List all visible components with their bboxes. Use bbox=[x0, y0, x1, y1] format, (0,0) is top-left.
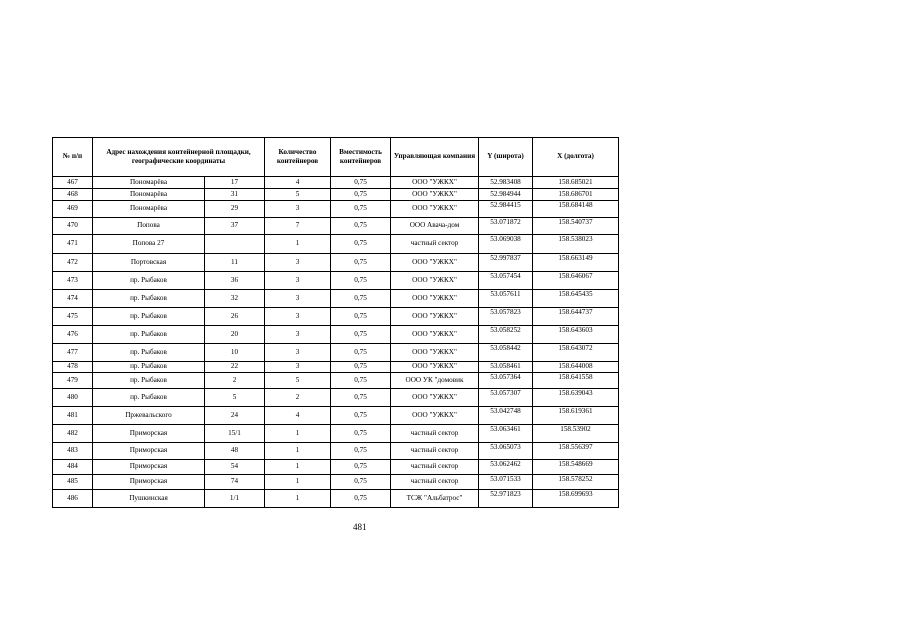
cell-lat: 53.058252 bbox=[479, 326, 533, 344]
cell-num: 468 bbox=[53, 189, 93, 201]
cell-street: Портовская bbox=[93, 254, 205, 272]
cell-lon: 158.641558 bbox=[533, 373, 619, 389]
cell-company: ООО Авача-дом bbox=[391, 218, 479, 235]
cell-num: 476 bbox=[53, 326, 93, 344]
cell-street: пр. Рыбаков bbox=[93, 362, 205, 373]
cell-count: 1 bbox=[265, 425, 331, 443]
cell-capacity: 0,75 bbox=[331, 389, 391, 407]
cell-lat: 53.065073 bbox=[479, 443, 533, 460]
table-body bbox=[53, 177, 619, 508]
cell-capacity: 0,75 bbox=[331, 272, 391, 290]
cell-num: 467 bbox=[53, 177, 93, 189]
cell-lon: 158.548669 bbox=[533, 460, 619, 475]
cell-lon: 158.646067 bbox=[533, 272, 619, 290]
cell-lat: 53.069038 bbox=[479, 235, 533, 254]
cell-street: Приморская bbox=[93, 475, 205, 490]
cell-count: 4 bbox=[265, 177, 331, 189]
cell-company: частный сектор bbox=[391, 235, 479, 254]
table-row bbox=[53, 362, 619, 373]
cell-lat: 53.058461 bbox=[479, 362, 533, 373]
cell-company: ТСЖ "Альбатрос" bbox=[391, 490, 479, 508]
cell-company: ООО "УЖКХ" bbox=[391, 189, 479, 201]
cell-lat: 53.057307 bbox=[479, 389, 533, 407]
cell-lon: 158.699693 bbox=[533, 490, 619, 508]
header-num: № п/п bbox=[53, 138, 93, 177]
cell-house: 54 bbox=[205, 460, 265, 475]
table-row bbox=[53, 389, 619, 407]
cell-company: ООО "УЖКХ" bbox=[391, 201, 479, 218]
cell-street: Попова bbox=[93, 218, 205, 235]
cell-house: 48 bbox=[205, 443, 265, 460]
cell-street: пр. Рыбаков bbox=[93, 373, 205, 389]
table-row bbox=[53, 490, 619, 508]
cell-count: 1 bbox=[265, 490, 331, 508]
table-row bbox=[53, 407, 619, 425]
cell-lon: 158.644008 bbox=[533, 362, 619, 373]
cell-capacity: 0,75 bbox=[331, 189, 391, 201]
cell-company: ООО "УЖКХ" bbox=[391, 326, 479, 344]
table-row bbox=[53, 177, 619, 189]
cell-company: ООО "УЖКХ" bbox=[391, 344, 479, 362]
cell-house: 20 bbox=[205, 326, 265, 344]
cell-house: 15/1 bbox=[205, 425, 265, 443]
cell-count: 3 bbox=[265, 254, 331, 272]
cell-num: 472 bbox=[53, 254, 93, 272]
cell-lon: 158.663149 bbox=[533, 254, 619, 272]
cell-street: пр. Рыбаков bbox=[93, 308, 205, 326]
cell-street: Приморская bbox=[93, 425, 205, 443]
cell-num: 480 bbox=[53, 389, 93, 407]
cell-lat: 53.063461 bbox=[479, 425, 533, 443]
cell-capacity: 0,75 bbox=[331, 425, 391, 443]
cell-count: 5 bbox=[265, 189, 331, 201]
cell-house: 74 bbox=[205, 475, 265, 490]
cell-lat: 52.983408 bbox=[479, 177, 533, 189]
cell-lon: 158.619361 bbox=[533, 407, 619, 425]
cell-count: 4 bbox=[265, 407, 331, 425]
table-row bbox=[53, 443, 619, 460]
cell-capacity: 0,75 bbox=[331, 373, 391, 389]
cell-lat: 53.057454 bbox=[479, 272, 533, 290]
cell-lon: 158.643603 bbox=[533, 326, 619, 344]
cell-company: частный сектор bbox=[391, 460, 479, 475]
cell-capacity: 0,75 bbox=[331, 443, 391, 460]
table-row bbox=[53, 235, 619, 254]
cell-company: ООО "УЖКХ" bbox=[391, 407, 479, 425]
cell-street: пр. Рыбаков bbox=[93, 326, 205, 344]
cell-num: 485 bbox=[53, 475, 93, 490]
cell-lon: 158.643072 bbox=[533, 344, 619, 362]
cell-street: пр. Рыбаков bbox=[93, 272, 205, 290]
cell-num: 478 bbox=[53, 362, 93, 373]
cell-capacity: 0,75 bbox=[331, 308, 391, 326]
table-header-row bbox=[53, 138, 619, 177]
cell-street: пр. Рыбаков bbox=[93, 389, 205, 407]
cell-lon: 158.686701 bbox=[533, 189, 619, 201]
cell-street: Приморская bbox=[93, 460, 205, 475]
cell-house: 24 bbox=[205, 407, 265, 425]
table-row bbox=[53, 189, 619, 201]
header-lat: Y (широта) bbox=[479, 138, 533, 177]
table-row bbox=[53, 373, 619, 389]
cell-count: 1 bbox=[265, 475, 331, 490]
cell-count: 3 bbox=[265, 290, 331, 308]
cell-num: 470 bbox=[53, 218, 93, 235]
cell-count: 3 bbox=[265, 308, 331, 326]
cell-lat: 53.057364 bbox=[479, 373, 533, 389]
cell-company: ООО "УЖКХ" bbox=[391, 290, 479, 308]
cell-lat: 52.984415 bbox=[479, 201, 533, 218]
cell-num: 483 bbox=[53, 443, 93, 460]
cell-num: 475 bbox=[53, 308, 93, 326]
cell-lat: 53.062462 bbox=[479, 460, 533, 475]
cell-house: 2 bbox=[205, 373, 265, 389]
cell-house bbox=[205, 235, 265, 254]
cell-company: ООО "УЖКХ" bbox=[391, 389, 479, 407]
cell-capacity: 0,75 bbox=[331, 177, 391, 189]
cell-street: Приморская bbox=[93, 443, 205, 460]
cell-count: 2 bbox=[265, 389, 331, 407]
table-row bbox=[53, 326, 619, 344]
cell-num: 484 bbox=[53, 460, 93, 475]
container-sites-table bbox=[52, 137, 619, 508]
cell-company: частный сектор bbox=[391, 475, 479, 490]
cell-house: 36 bbox=[205, 272, 265, 290]
cell-capacity: 0,75 bbox=[331, 254, 391, 272]
cell-house: 37 bbox=[205, 218, 265, 235]
cell-capacity: 0,75 bbox=[331, 326, 391, 344]
cell-num: 486 bbox=[53, 490, 93, 508]
cell-count: 3 bbox=[265, 344, 331, 362]
cell-count: 5 bbox=[265, 373, 331, 389]
cell-street: Пушкинская bbox=[93, 490, 205, 508]
cell-company: ООО "УЖКХ" bbox=[391, 308, 479, 326]
cell-capacity: 0,75 bbox=[331, 218, 391, 235]
cell-lon: 158.685021 bbox=[533, 177, 619, 189]
page-number: 481 bbox=[353, 522, 367, 532]
cell-lon: 158.639043 bbox=[533, 389, 619, 407]
cell-capacity: 0,75 bbox=[331, 490, 391, 508]
header-capacity: Вместимость контейнеров bbox=[331, 138, 391, 177]
table-row bbox=[53, 460, 619, 475]
cell-house: 17 bbox=[205, 177, 265, 189]
cell-street: пр. Рыбаков bbox=[93, 344, 205, 362]
cell-num: 481 bbox=[53, 407, 93, 425]
table-row bbox=[53, 475, 619, 490]
table-row bbox=[53, 218, 619, 235]
cell-company: ООО "УЖКХ" bbox=[391, 272, 479, 290]
cell-count: 7 bbox=[265, 218, 331, 235]
header-count: Количество контейнеров bbox=[265, 138, 331, 177]
cell-company: ООО "УЖКХ" bbox=[391, 177, 479, 189]
cell-count: 3 bbox=[265, 201, 331, 218]
cell-house: 11 bbox=[205, 254, 265, 272]
cell-company: ООО "УЖКХ" bbox=[391, 254, 479, 272]
cell-lon: 158.644737 bbox=[533, 308, 619, 326]
table-row bbox=[53, 272, 619, 290]
cell-lat: 52.984944 bbox=[479, 189, 533, 201]
cell-street: пр. Рыбаков bbox=[93, 290, 205, 308]
cell-count: 1 bbox=[265, 443, 331, 460]
cell-lon: 158.684148 bbox=[533, 201, 619, 218]
cell-lon: 158.53902 bbox=[533, 425, 619, 443]
table-row bbox=[53, 344, 619, 362]
cell-house: 5 bbox=[205, 389, 265, 407]
cell-count: 3 bbox=[265, 362, 331, 373]
cell-house: 29 bbox=[205, 201, 265, 218]
cell-company: частный сектор bbox=[391, 425, 479, 443]
cell-house: 31 bbox=[205, 189, 265, 201]
cell-num: 471 bbox=[53, 235, 93, 254]
cell-capacity: 0,75 bbox=[331, 407, 391, 425]
cell-lat: 53.071872 bbox=[479, 218, 533, 235]
cell-capacity: 0,75 bbox=[331, 344, 391, 362]
cell-company: ООО "УЖКХ" bbox=[391, 362, 479, 373]
cell-lat: 53.071533 bbox=[479, 475, 533, 490]
cell-lon: 158.538023 bbox=[533, 235, 619, 254]
cell-street: Попова 27 bbox=[93, 235, 205, 254]
header-lon: X (долгота) bbox=[533, 138, 619, 177]
cell-lat: 53.057611 bbox=[479, 290, 533, 308]
table-row bbox=[53, 425, 619, 443]
cell-street: Пономарёва bbox=[93, 189, 205, 201]
cell-lon: 158.540737 bbox=[533, 218, 619, 235]
header-company: Управляющая компания bbox=[391, 138, 479, 177]
cell-num: 482 bbox=[53, 425, 93, 443]
cell-num: 473 bbox=[53, 272, 93, 290]
cell-street: Пржевальского bbox=[93, 407, 205, 425]
table-row bbox=[53, 308, 619, 326]
cell-num: 474 bbox=[53, 290, 93, 308]
cell-capacity: 0,75 bbox=[331, 475, 391, 490]
cell-house: 26 bbox=[205, 308, 265, 326]
cell-house: 10 bbox=[205, 344, 265, 362]
cell-company: частный сектор bbox=[391, 443, 479, 460]
cell-capacity: 0,75 bbox=[331, 362, 391, 373]
cell-lon: 158.578252 bbox=[533, 475, 619, 490]
cell-capacity: 0,75 bbox=[331, 235, 391, 254]
cell-house: 22 bbox=[205, 362, 265, 373]
cell-capacity: 0,75 bbox=[331, 201, 391, 218]
cell-capacity: 0,75 bbox=[331, 460, 391, 475]
cell-company: ООО УК "домовик bbox=[391, 373, 479, 389]
cell-num: 479 bbox=[53, 373, 93, 389]
cell-count: 3 bbox=[265, 326, 331, 344]
cell-street: Пономарёва bbox=[93, 201, 205, 218]
cell-lon: 158.645435 bbox=[533, 290, 619, 308]
cell-lat: 53.057823 bbox=[479, 308, 533, 326]
cell-lat: 52.971823 bbox=[479, 490, 533, 508]
cell-lat: 53.042748 bbox=[479, 407, 533, 425]
cell-count: 3 bbox=[265, 272, 331, 290]
cell-count: 1 bbox=[265, 460, 331, 475]
cell-num: 477 bbox=[53, 344, 93, 362]
cell-lat: 53.058442 bbox=[479, 344, 533, 362]
cell-count: 1 bbox=[265, 235, 331, 254]
cell-street: Пономарёва bbox=[93, 177, 205, 189]
cell-lat: 52.997837 bbox=[479, 254, 533, 272]
cell-lon: 158.556397 bbox=[533, 443, 619, 460]
table-row bbox=[53, 290, 619, 308]
cell-house: 1/1 bbox=[205, 490, 265, 508]
header-address: Адрес нахождения контейнерной площадки, географические координаты bbox=[93, 138, 265, 177]
cell-capacity: 0,75 bbox=[331, 290, 391, 308]
cell-num: 469 bbox=[53, 201, 93, 218]
cell-house: 32 bbox=[205, 290, 265, 308]
table-row bbox=[53, 254, 619, 272]
table-row bbox=[53, 201, 619, 218]
